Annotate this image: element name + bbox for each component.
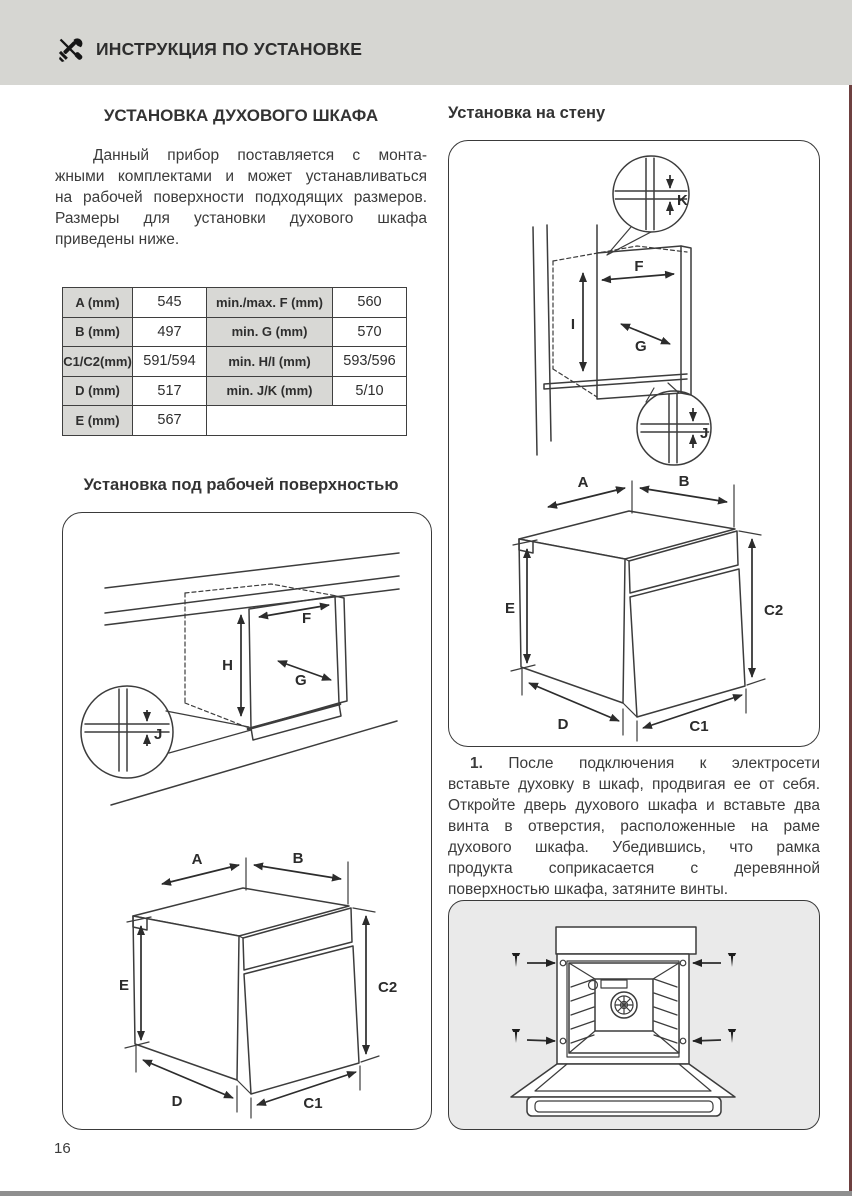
paragraph-line: приведены ниже.: [55, 231, 180, 248]
wall-mount-diagram: [449, 141, 819, 746]
dim-label-I: I: [570, 316, 575, 333]
intro-paragraph: [55, 145, 427, 250]
table-value-cell: 570: [333, 317, 407, 347]
undercounter-diagram-box: [62, 512, 432, 1130]
table-row: [63, 317, 407, 347]
dim-label-J: J: [154, 726, 163, 743]
paragraph-line: Данный прибор поставляется с монта-: [93, 147, 427, 164]
table-header-cell: C1/C2(mm): [63, 347, 133, 377]
table-value-cell: 517: [133, 376, 207, 406]
table-header-cell: B (mm): [63, 317, 133, 347]
header-title: ИНСТРУКЦИЯ ПО УСТАНОВКЕ: [96, 39, 363, 59]
table-header-cell: min. J/K (mm): [207, 376, 333, 406]
paragraph-line: Размеры для установки духового шкафа: [55, 210, 427, 227]
dim-label-G: G: [635, 338, 647, 355]
step-number: 1.: [470, 755, 483, 772]
dim-label-E: E: [504, 600, 515, 617]
page-number: 16: [54, 1140, 71, 1157]
dim-label-C1: C1: [303, 1095, 323, 1112]
table-row: [63, 376, 407, 406]
dim-label-B: B: [292, 850, 304, 867]
page-header: [0, 0, 852, 85]
table-value-cell: 567: [133, 406, 207, 436]
table-header-cell: E (mm): [63, 406, 133, 436]
dim-label-F: F: [634, 258, 644, 275]
dim-label-C2: C2: [764, 602, 784, 619]
wall-diagram-box: [448, 140, 820, 747]
table-row: [63, 288, 407, 318]
wall-niche-drawing: [533, 156, 711, 465]
paragraph-line: духового шкафа. Убедившись, что рамка: [448, 839, 820, 856]
oven-front-drawing: [511, 927, 736, 1116]
table-header-cell: D (mm): [63, 376, 133, 406]
table-row: [63, 406, 407, 436]
dim-label-G: G: [295, 672, 307, 689]
table-value-cell: 560: [333, 288, 407, 318]
dim-label-K: K: [677, 192, 688, 209]
left-section-title: УСТАНОВКА ДУХОВОГО ШКАФА: [103, 106, 379, 125]
dim-label-D: D: [171, 1093, 183, 1110]
table-value-cell: 593/596: [333, 347, 407, 377]
tools-icon: [56, 35, 86, 65]
table-header-cell: A (mm): [63, 288, 133, 318]
table-value-cell: 5/10: [333, 376, 407, 406]
under-counter-diagram: [63, 513, 431, 1129]
oven-front-box: [448, 900, 820, 1130]
paragraph-line: продукта соприкасается с деревянной: [448, 860, 820, 877]
footer-bar: [0, 1191, 852, 1196]
oven-dimensions-drawing: [505, 473, 783, 741]
dim-label-C1: C1: [689, 718, 709, 735]
counter-niche-drawing: [81, 553, 399, 805]
dimensions-table: [62, 287, 407, 436]
table-value-cell: 497: [133, 317, 207, 347]
table-header-cell: min. H/I (mm): [207, 347, 333, 377]
table-row: [63, 347, 407, 377]
paragraph-line: винта в отверстия, расположенные на раме: [448, 818, 820, 835]
dim-label-J: J: [700, 425, 709, 442]
step1-paragraph: [448, 753, 820, 900]
table-empty-cell: [207, 406, 407, 436]
table-value-cell: 545: [133, 288, 207, 318]
paragraph-line: жными комплектами и может устанавливаться: [55, 168, 427, 185]
dim-label-D: D: [557, 716, 569, 733]
undercounter-section-title: Установка под рабочей поверхностью: [83, 476, 399, 494]
table-header-cell: min./max. F (mm): [207, 288, 333, 318]
oven-dimensions-drawing: [119, 850, 397, 1118]
table-value-cell: 591/594: [133, 347, 207, 377]
dim-label-C2: C2: [378, 979, 398, 996]
table-header-cell: min. G (mm): [207, 317, 333, 347]
oven-front-diagram: [449, 901, 819, 1129]
dim-label-F: F: [302, 610, 312, 627]
wall-section-title: Установка на стену: [448, 104, 606, 122]
paragraph-line: 1. После подключения к электросети: [470, 755, 821, 772]
dim-label-E: E: [118, 977, 129, 994]
paragraph-line: вставьте духовку в шкаф, продвигая ее от себя.: [448, 776, 820, 793]
dim-label-H: H: [222, 657, 233, 674]
dim-label-A: A: [191, 851, 203, 868]
paragraph-line: на рабочей поверхности подходящих размеров.: [55, 189, 427, 206]
dim-label-A: A: [577, 474, 589, 491]
paragraph-line: поверхностью шкафа, затяните винты.: [448, 881, 729, 898]
paragraph-line: Откройте дверь духового шкафа и вставьте два: [448, 797, 820, 814]
dim-label-B: B: [678, 473, 690, 490]
